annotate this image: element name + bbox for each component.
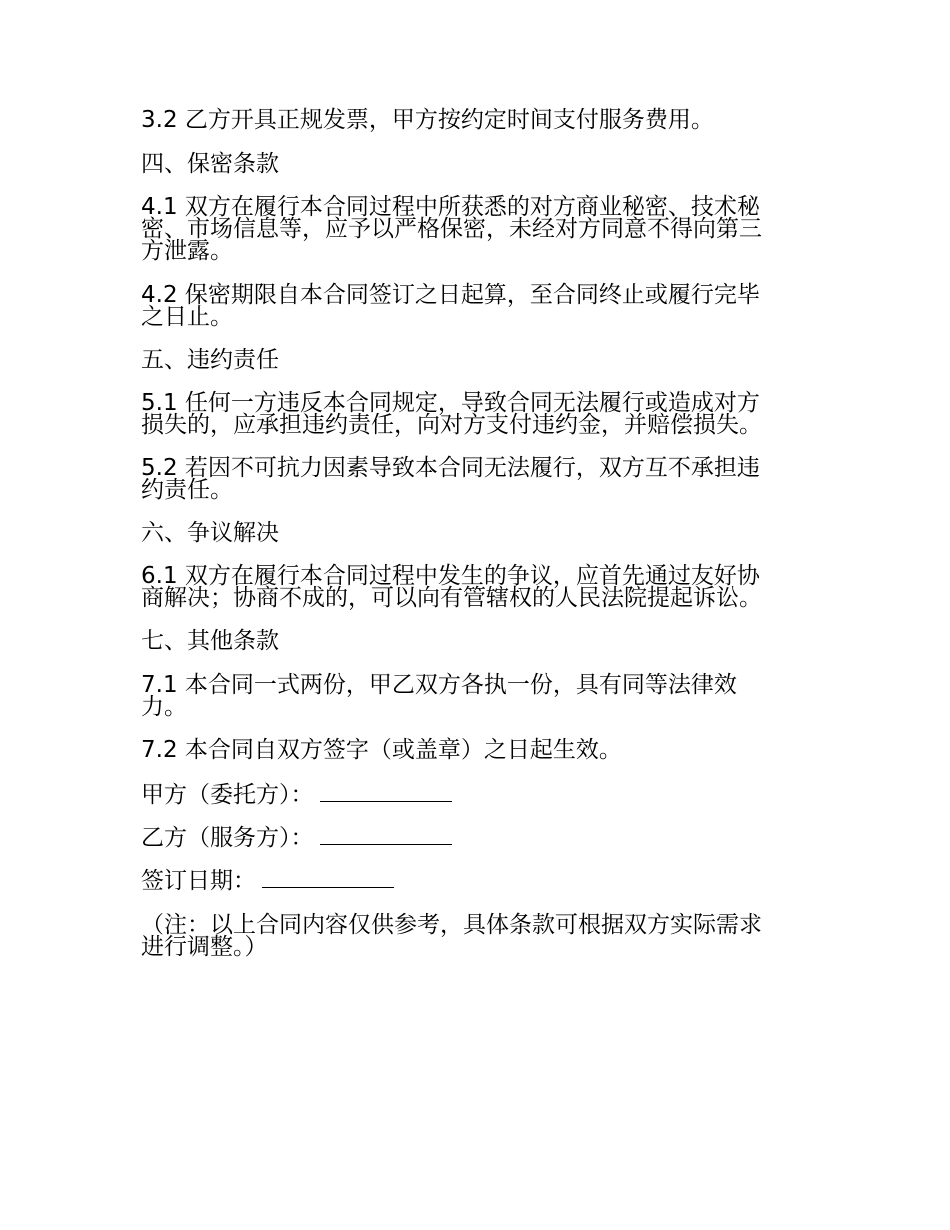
clause-7-2: 7.2 本合同自双方签字（或盖章）之日起生效。 <box>141 737 622 763</box>
clause-6-1-line-2: 商解决；协商不成的，可以向有管辖权的人民法院提起诉讼。 <box>141 585 762 611</box>
clause-4-2-line-2: 之日止。 <box>141 304 233 330</box>
clause-3-2: 3.2 乙方开具正规发票，甲方按约定时间支付服务费用。 <box>141 107 714 133</box>
clause-4-2-line-1: 4.2 保密期限自本合同签订之日起算，至合同终止或履行完毕 <box>141 282 760 308</box>
section-heading-breach: 五、违约责任 <box>141 347 279 373</box>
clause-4-1-line-3: 方泄露。 <box>141 238 233 264</box>
signature-party-a-label: 甲方（委托方）： <box>141 782 314 808</box>
note-line-1: （注：以上合同内容仅供参考，具体条款可根据双方实际需求 <box>141 912 762 938</box>
clause-5-2-line-2: 约责任。 <box>141 477 233 503</box>
section-heading-confidentiality: 四、保密条款 <box>141 151 279 177</box>
signature-date-blank <box>262 886 394 888</box>
clause-4-1-line-1: 4.1 双方在履行本合同过程中所获悉的对方商业秘密、技术秘 <box>141 194 760 220</box>
signature-party-b <box>141 825 811 851</box>
clause-4-1-line-2: 密、市场信息等，应予以严格保密，未经对方同意不得向第三 <box>141 216 762 242</box>
clause-5-1-line-2: 损失的，应承担违约责任，向对方支付违约金，并赔偿损失。 <box>141 412 762 438</box>
clause-5-1-line-1: 5.1 任何一方违反本合同规定，导致合同无法履行或造成对方 <box>141 390 760 416</box>
clause-6-1-line-1: 6.1 双方在履行本合同过程中发生的争议，应首先通过友好协 <box>141 563 760 589</box>
clause-7-1-line-2: 力。 <box>141 694 187 720</box>
signature-party-b-label: 乙方（服务方）： <box>141 825 314 851</box>
section-heading-disputes: 六、争议解决 <box>141 520 279 546</box>
clause-7-1-line-1: 7.1 本合同一式两份，甲乙双方各执一份，具有同等法律效 <box>141 672 737 698</box>
signature-party-b-blank <box>320 843 452 845</box>
note-line-2: 进行调整。） <box>141 934 268 960</box>
clause-5-2-line-1: 5.2 若因不可抗力因素导致本合同无法履行，双方互不承担违 <box>141 455 760 481</box>
signature-party-a-blank <box>320 800 452 802</box>
section-heading-other: 七、其他条款 <box>141 628 279 654</box>
signature-party-a <box>141 782 811 808</box>
signature-date <box>141 868 811 894</box>
signature-date-label: 签订日期： <box>141 868 256 894</box>
